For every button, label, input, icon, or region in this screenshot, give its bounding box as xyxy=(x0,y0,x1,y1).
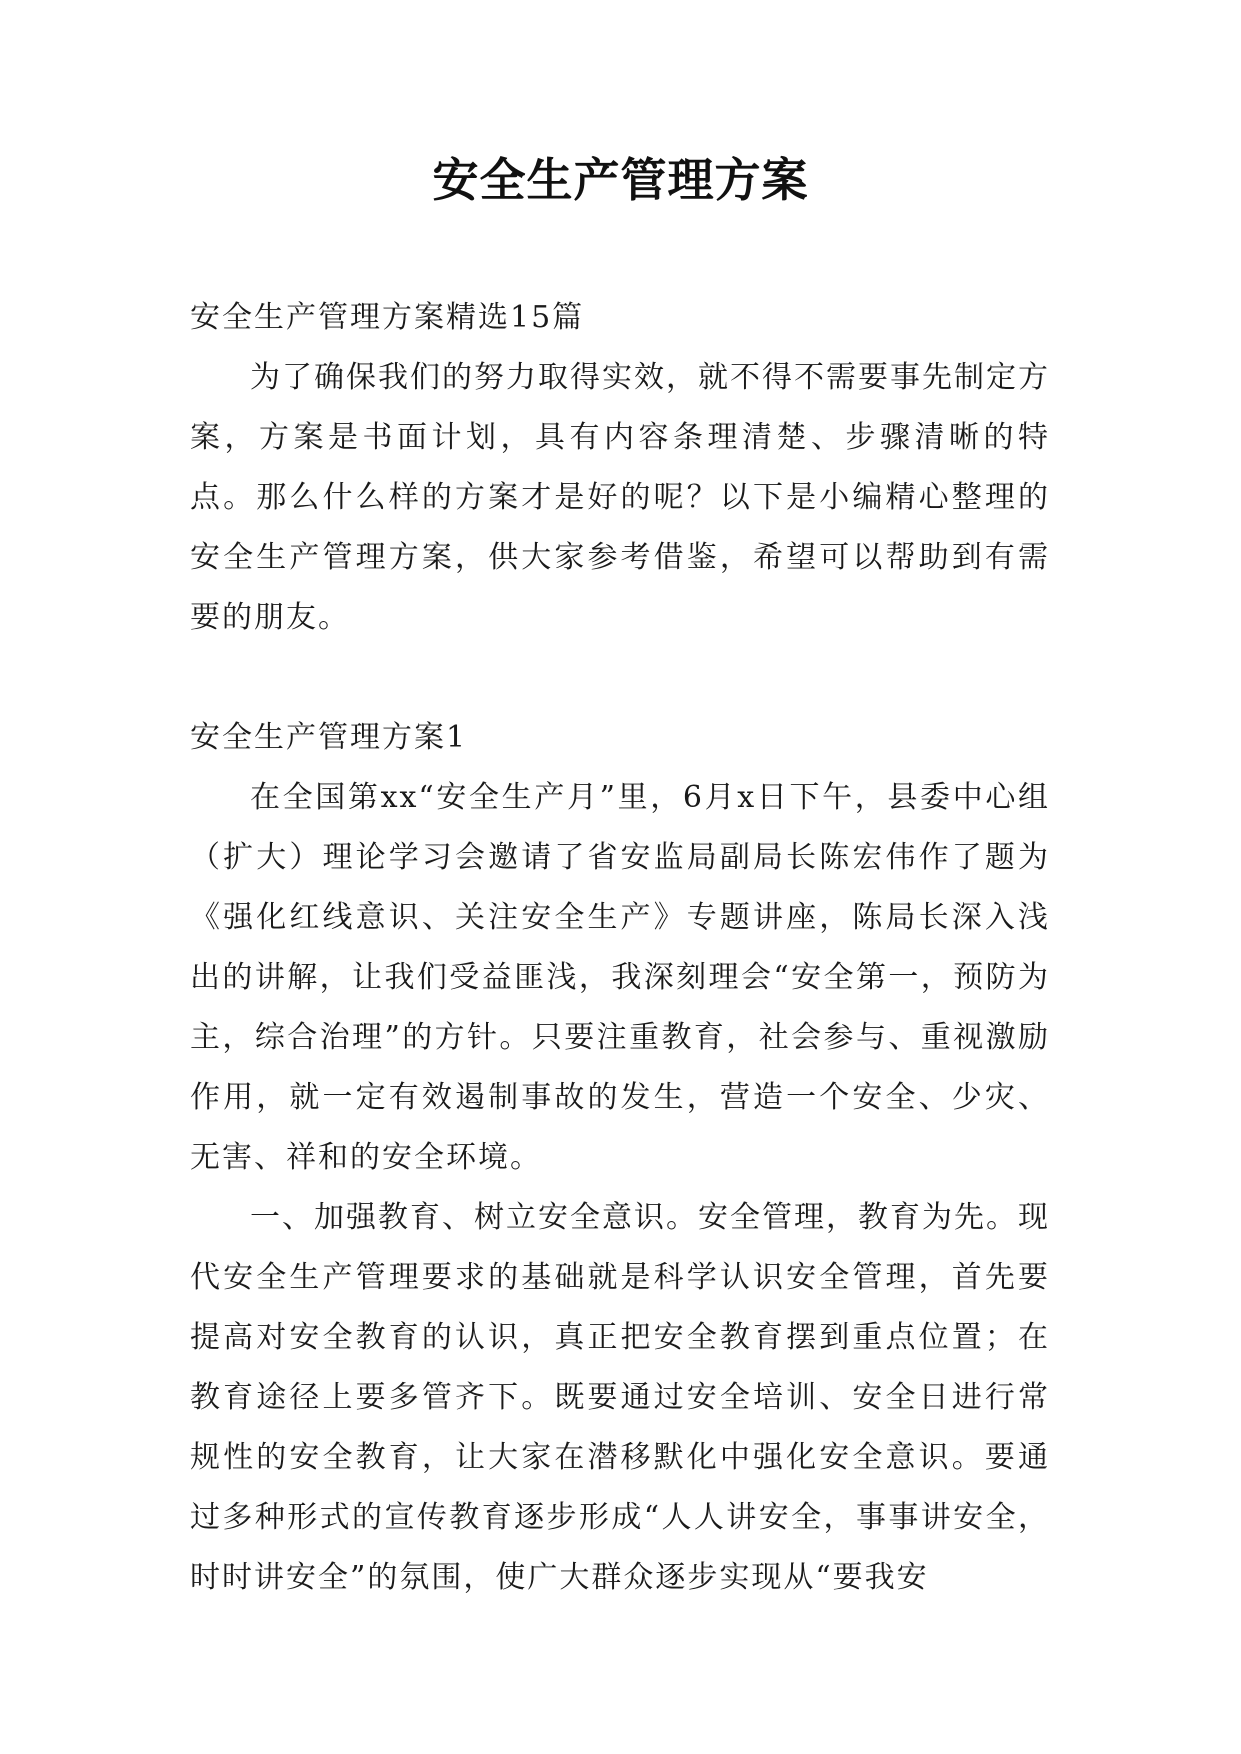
intro-paragraph: 为了确保我们的努力取得实效，就不得不需要事先制定方案，方案是书面计划，具有内容条理清楚、步骤清晰的特点。那么什么样的方案才是好的呢？以下是小编精心整理的安全生产管理方案，供大家参考借鉴，希望可以帮助到有需要的朋友。 xyxy=(190,360,1050,635)
document-body xyxy=(190,288,1050,1608)
document-subtitle: 安全生产管理方案精选15篇 xyxy=(190,300,585,335)
section-spacer xyxy=(190,648,1050,708)
section-paragraph: 在全国第xx“安全生产月”里，6月x日下午，县委中心组（扩大）理论学习会邀请了省安监局副局长陈宏伟作了题为《强化红线意识、关注安全生产》专题讲座，陈局长深入浅出的讲解，让我们受益匪浅，我深刻理会“安全第一，预防为主，综合治理”的方针。只要注重教育，社会参与、重视激励作用，就一定有效遏制事故的发生，营造一个安全、少灾、无害、祥和的安全环境。 xyxy=(190,780,1050,1175)
section-heading: 安全生产管理方案1 xyxy=(190,720,468,755)
document-title: 安全生产管理方案 xyxy=(432,153,809,207)
section-paragraph: 一、加强教育、树立安全意识。安全管理，教育为先。现代安全生产管理要求的基础就是科学认识安全管理，首先要提高对安全教育的认识，真正把安全教育摆到重点位置；在教育途径上要多管齐下。既要通过安全培训、安全日进行常规性的安全教育，让大家在潜移默化中强化安全意识。要通过多种形式的宣传教育逐步形成“人人讲安全，事事讲安全，时时讲安全”的氛围，使广大群众逐步实现从“要我安 xyxy=(190,1200,1050,1595)
